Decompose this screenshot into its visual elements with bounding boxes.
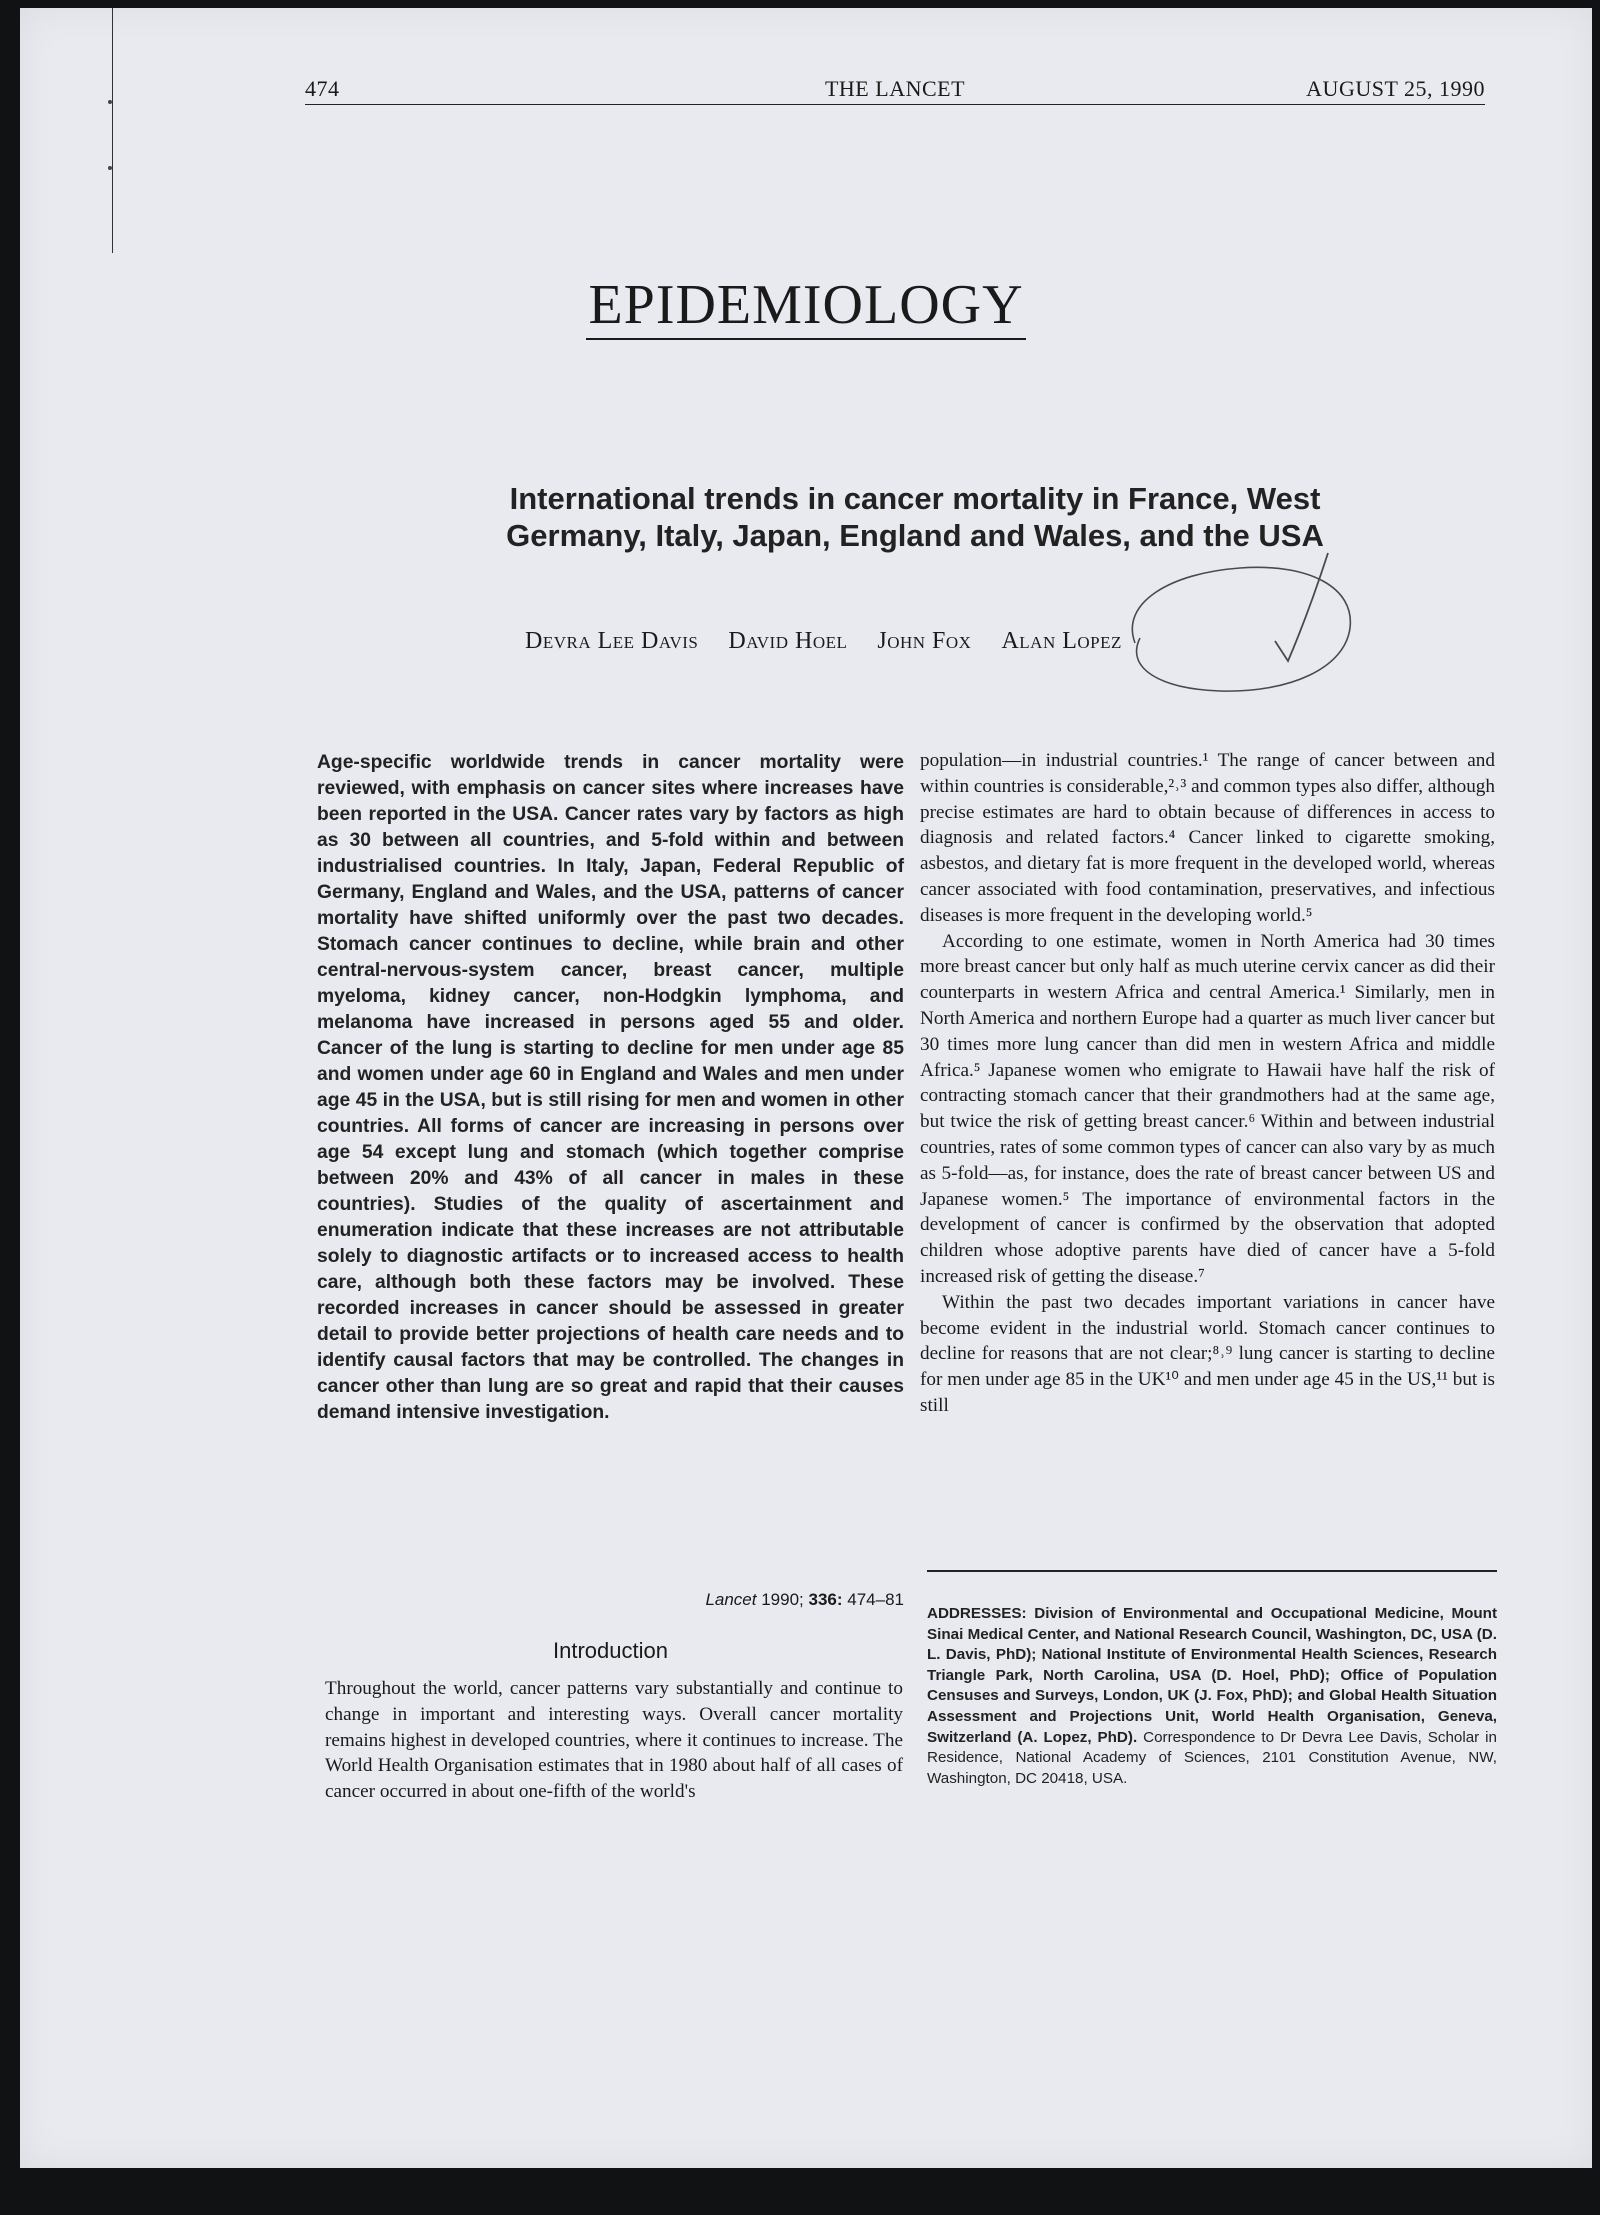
author-name: Alan Lopez xyxy=(1001,628,1122,654)
body-paragraph: Within the past two decades important variations in cancer have become evident in the industrial world. Stomach cancer continues to decline for reasons that are not clear;⁸˒⁹ lung cancer is starting to decline for men under age 85 in the UK¹⁰ and men under age 45 in the US,¹¹ but is still xyxy=(920,1291,1495,1416)
addresses-text: ADDRESSES: Division of Environmental and Occupational Medicine, Mount Sinai Medical Center, and National Research Council, Washington, DC, USA (D. L. Davis, PhD); National Institute of Environmental Health Sciences, Research Triangle Park, North Carolina, USA (D. Hoel, PhD); Office of Population Censuses and Surveys, London, UK (J. Fox, PhD); and Global Health Situation Assessment and Projections Unit, World Health Organisation, Geneva, Switzerland (A. Lopez, PhD). xyxy=(927,1605,1497,1746)
correspondence-text: Correspondence to Dr Devra Lee Davis, Scholar in Residence, National Academy of Sciences, 2101 Constitution Avenue, NW, Washington, DC 20418, USA. xyxy=(927,1728,1497,1787)
page-number: 474 xyxy=(305,76,340,101)
margin-mark xyxy=(108,100,112,104)
paper-page xyxy=(20,8,1592,2168)
introduction-text: Throughout the world, cancer patterns vary substantially and continue to change in important and interesting ways. Overall cancer mortality remains highest in developed countries, where it continues to increase. The World Health Organisation estimates that in 1980 about half of all cases of cancer occurred in about one-fifth of the world's xyxy=(325,1678,903,1803)
citation-volume: 336: xyxy=(808,1590,843,1609)
citation-journal: Lancet xyxy=(705,1590,757,1609)
issue-date: AUGUST 25, 1990 xyxy=(1306,76,1485,101)
footnote-divider xyxy=(927,1570,1497,1572)
body-paragraph: population—in industrial countries.¹ The range of cancer between and within countries is considerable,²˒³ and common types also differ, although precise estimates are hard to obtain because of differences in access to diagnosis and related factors.⁴ Cancer linked to cigarette smoking, asbestos, and dietary fat is more frequent in the developed world, whereas cancer associated with food contamination, preservatives, and infectious diseases is more frequent in the developing world.⁵ xyxy=(920,750,1495,926)
second-column xyxy=(920,748,1495,1419)
section-title-text: EPIDEMIOLOGY xyxy=(586,274,1025,340)
journal-name: THE LANCET xyxy=(824,76,966,101)
margin-mark xyxy=(108,166,112,170)
body-paragraph: According to one estimate, women in North America had 30 times more breast cancer but only half as much uterine cervix cancer as did their counterparts in western Africa and central America.¹ Similarly, men in North America and northern Europe had a quarter as much liver cancer but 30 times more lung cancer than did men in western Africa and middle Africa.⁵ Japanese women who emigrate to Hawaii have half the risk of contracting stomach cancer that their grandmothers had at the same age, but twice the risk of getting breast cancer.⁶ Within and between industrial countries, rates of some common types of cancer can also vary by as much as 5-fold—as, for instance, does the rate of breast cancer between US and Japanese women.⁵ The importance of environmental factors in the development of cancer is confirmed by the observation that adopted children whose adoptive parents have died of cancer have a 5-fold increased risk of getting the disease.⁷ xyxy=(920,930,1495,1287)
author-addresses xyxy=(927,1604,1497,1789)
author-name: Devra Lee Davis xyxy=(525,628,699,654)
abstract: Age-specific worldwide trends in cancer mortality were reviewed, with emphasis on cancer sites where increases have been reported in the USA. Cancer rates vary by factors as high as 30 between all countries, and 5-fold within and between industrialised countries. In Italy, Japan, Federal Republic of Germany, England and Wales, and the USA, patterns of cancer mortality have shifted uniformly over the past two decades. Stomach cancer continues to decline, while brain and other central-nervous-system cancer, breast cancer, multiple myeloma, kidney cancer, non-Hodgkin lymphoma, and melanoma have increased in persons aged 55 and older. Cancer of the lung is starting to decline for men under age 85 and women under age 60 in England and Wales and men under age 45 in the USA, but is still rising for men and women in other countries. All forms of cancer are increasing in persons over age 54 except lung and stomach (which together comprise between 20% and 43% of all cancer in males in these countries). Studies of the quality of ascertainment and enumeration indicate that these increases are not attributable solely to diagnostic artifacts or to increased access to health care, although both these factors may be involved. These recorded increases in cancer should be assessed in greater detail to provide better projections of health care needs and to identify causal factors that may be controlled. The changes in cancer other than lung are so great and rapid that their causes demand intensive investigation. xyxy=(317,752,904,1423)
citation-year: 1990; xyxy=(761,1590,804,1609)
author-name: David Hoel xyxy=(728,628,848,654)
running-header xyxy=(305,70,1485,105)
section-title xyxy=(20,273,1592,337)
pencil-annotation-icon xyxy=(1110,533,1370,703)
citation-pages: 474–81 xyxy=(847,1590,904,1609)
margin-line xyxy=(112,8,113,253)
citation xyxy=(560,1590,904,1610)
author-name: John Fox xyxy=(877,628,972,654)
article-title: International trends in cancer mortality in France, West Germany, Italy, Japan, England and Wales, and the USA xyxy=(506,481,1324,553)
introduction-heading: Introduction xyxy=(553,1638,668,1663)
